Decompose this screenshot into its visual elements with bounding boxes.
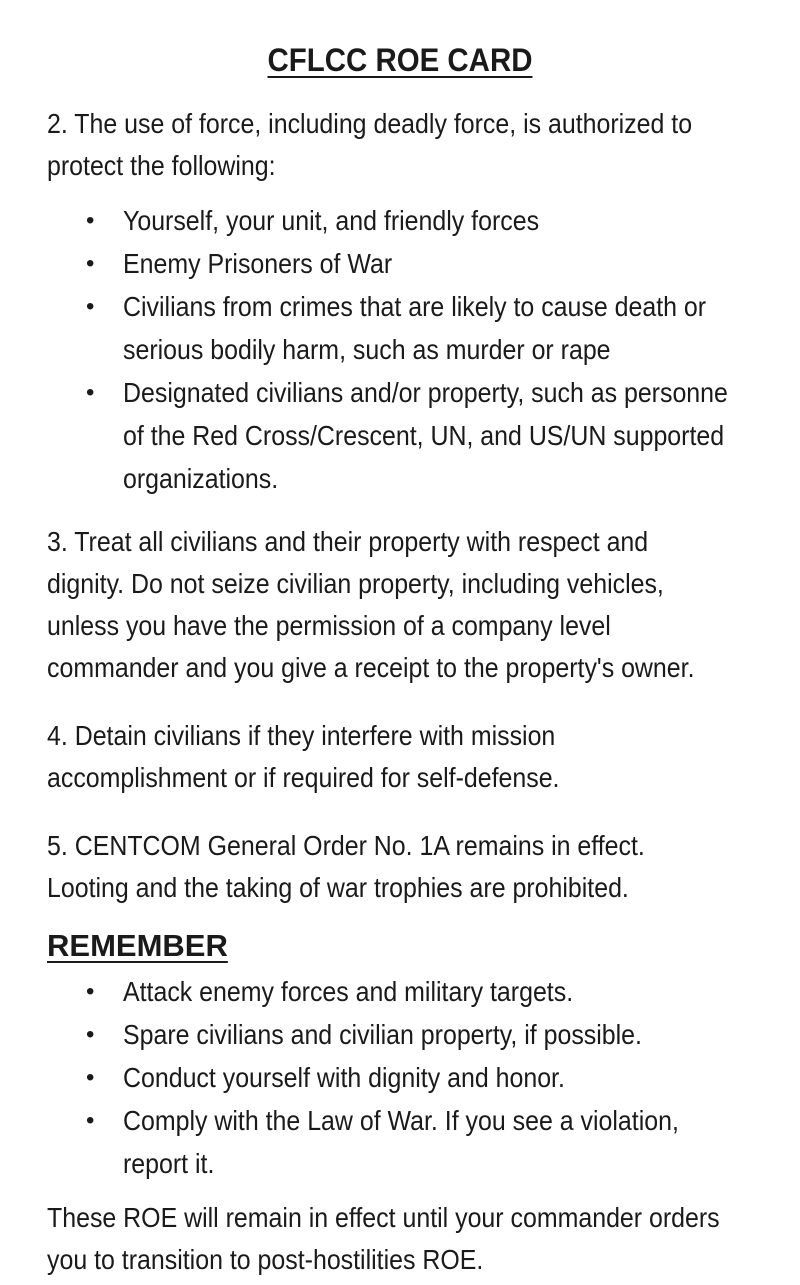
paragraph-line: 5. CENTCOM General Order No. 1A remains in effect.	[47, 830, 645, 861]
paragraph-line: commander and you give a receipt to the property's owner.	[47, 652, 695, 683]
list-item-text: Spare civilians and civilian property, if possible.	[123, 1019, 642, 1050]
bullet-icon: •	[86, 293, 95, 320]
paragraph-2	[47, 103, 741, 187]
list-item-text: serious bodily harm, such as murder or rape	[123, 334, 611, 365]
paragraph-3	[47, 521, 741, 689]
paragraph-line: Looting and the taking of war trophies are prohibited.	[47, 872, 629, 903]
paragraph-line: 4. Detain civilians if they interfere with mission	[47, 720, 556, 751]
list-item-text: report it.	[123, 1148, 215, 1179]
list-item-text: Designated civilians and/or property, such as personne	[123, 377, 728, 408]
list-item	[0, 1056, 800, 1099]
closing-paragraph	[47, 1197, 741, 1281]
card-title-text: CFLCC ROE CARD	[267, 42, 533, 78]
list-item	[0, 1099, 800, 1185]
paragraph-line: These ROE will remain in effect until your commander orders	[47, 1202, 720, 1233]
paragraph-line: protect the following:	[47, 150, 276, 181]
list-item-text: Yourself, your unit, and friendly forces	[123, 205, 540, 236]
bullet-icon: •	[86, 1107, 95, 1134]
bullet-icon: •	[86, 250, 95, 277]
paragraph-line: 3. Treat all civilians and their property with respect and	[47, 526, 649, 557]
protection-list	[0, 199, 800, 500]
list-item	[0, 242, 800, 285]
list-item-text: Enemy Prisoners of War	[123, 248, 393, 279]
list-item	[0, 970, 800, 1013]
remember-list	[0, 970, 800, 1185]
remember-heading-text: REMEMBER	[47, 928, 228, 963]
list-item-text: organizations.	[123, 463, 279, 494]
list-item	[0, 1013, 800, 1056]
bullet-icon: •	[86, 1064, 95, 1091]
bullet-icon: •	[86, 379, 95, 406]
paragraph-line: 2. The use of force, including deadly force, is authorized to	[47, 108, 693, 139]
list-item-text: of the Red Cross/Crescent, UN, and US/UN supported	[123, 420, 725, 451]
list-item	[0, 285, 800, 371]
card-title	[32, 40, 768, 80]
paragraph-line: unless you have the permission of a company level	[47, 610, 611, 641]
list-item-text: Attack enemy forces and military targets.	[123, 976, 574, 1007]
list-item	[0, 371, 800, 500]
list-item	[0, 199, 800, 242]
list-item-text: Comply with the Law of War. If you see a violation,	[123, 1105, 679, 1136]
bullet-icon: •	[86, 207, 95, 234]
paragraph-line: dignity. Do not seize civilian property, including vehicles,	[47, 568, 664, 599]
paragraph-5	[47, 825, 741, 909]
list-item-text: Conduct yourself with dignity and honor.	[123, 1062, 565, 1093]
paragraph-line: accomplishment or if required for self-defense.	[47, 762, 560, 793]
paragraph-4	[47, 715, 741, 799]
bullet-icon: •	[86, 1021, 95, 1048]
list-item-text: Civilians from crimes that are likely to cause death or	[123, 291, 707, 322]
paragraph-line: you to transition to post-hostilities ROE.	[47, 1244, 484, 1275]
remember-heading	[47, 925, 228, 967]
bullet-icon: •	[86, 978, 95, 1005]
